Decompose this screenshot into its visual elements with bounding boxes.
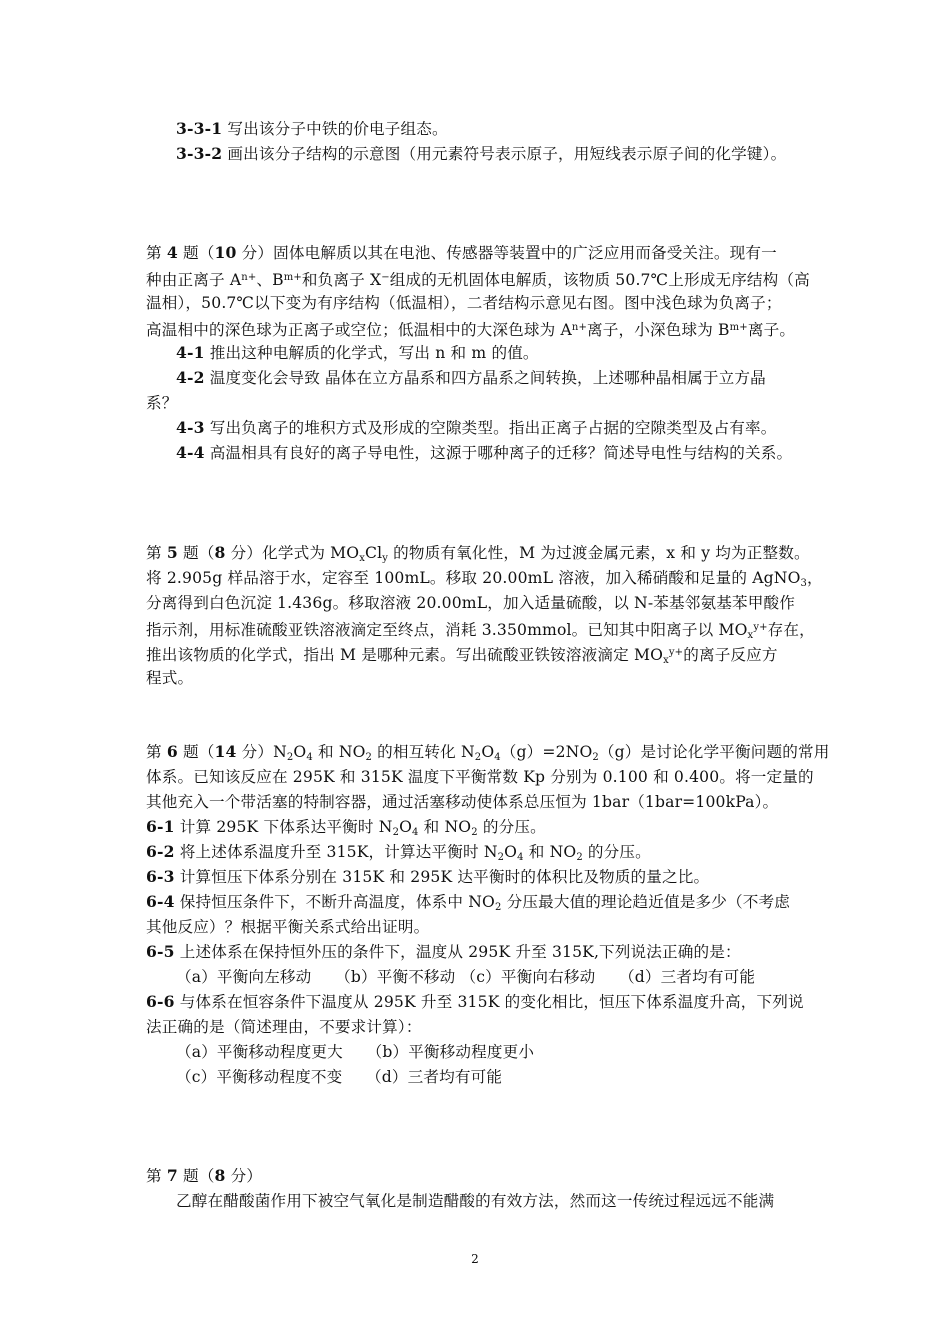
q6-6-options-2: （c）平衡移动程度不变 （d）三者均有可能: [176, 1068, 503, 1086]
page-number: 2: [471, 1252, 479, 1266]
q6-5-line: 6-5 上述体系在保持恒外压的条件下，温度从 295K 升至 315K,下列说法正确的是：: [146, 942, 741, 961]
q4-1-line: 4-1 推出这种电解质的化学式，写出 n 和 m 的值。: [176, 343, 539, 362]
q6-6-cont: 法正确的是（简述理由，不要求计算）：: [146, 1018, 422, 1036]
q5-line-6: 程式。: [146, 669, 194, 687]
q4-line-3: 温相），50.7℃以下变为有序结构（低温相），二者结构示意见右图。图中浅色球为负离子；: [146, 294, 782, 312]
q4-2-cont: 系？: [146, 394, 178, 412]
q3-3-1-line: 3-3-1 写出该分子中铁的价电子组态。: [176, 119, 448, 138]
q7-line-2: 乙醇在醋酸菌作用下被空气氧化是制造醋酸的有效方法，然而这一传统过程远远不能满: [176, 1192, 775, 1210]
q5-heading-line: 第 5 题（8 分）化学式为 $MO_xCl_y$ 的物质有氧化性，M 为过渡金属元素，x 和 y 均为正整数。: [146, 543, 810, 564]
q6-4-cont: 其他反应）？根据平衡关系式给出证明。: [146, 918, 430, 936]
q3-3-2-line: 3-3-2 画出该分子结构的示意图（用元素符号表示原子，用短线表示原子间的化学键）。: [176, 144, 787, 163]
q6-4-line: 6-4 保持恒压条件下，不断升高温度，体系中 $NO_2$ 分压最大值的理论趋近值是多少（不考虑: [146, 892, 790, 913]
q5-line-4: 指示剂，用标准硫酸亚铁溶液滴定至终点，消耗 3.350mmol。已知其中阳离子以 $MO_x^{y+}$存在，: [146, 621, 815, 641]
q5-line-3: 分离得到白色沉淀 1.436g。移取溶液 20.00mL，加入适量硫酸，以 N-苯基邻氨基苯甲酸作: [146, 594, 795, 612]
q4-line-4: 高温相中的深色球为正离子或空位；低温相中的大深色球为 $A^{n+}$离子，小深色球为 $B^{m+}$离子。: [146, 321, 796, 339]
q6-6-options-1: （a）平衡移动程度更大 （b）平衡移动程度更小: [176, 1043, 535, 1061]
q4-4-line: 4-4 高温相具有良好的离子导电性，这源于哪种离子的迁移？简述导电性与结构的关系。: [176, 443, 793, 462]
q4-heading-line: 第 4 题（10 分）固体电解质以其在电池、传感器等装置中的广泛应用而备受关注。现有一: [146, 243, 777, 262]
q6-1-line: 6-1 计算 295K 下体系达平衡时 $N_2O_4$ 和 $NO_2$ 的分压。: [146, 817, 546, 838]
q6-3-line: 6-3 计算恒压下体系分别在 315K 和 295K 达平衡时的体积比及物质的量之比。: [146, 867, 710, 886]
q6-line-2: 体系。已知该反应在 295K 和 315K 温度下平衡常数 Kp 分别为 0.100 和 0.400。将一定量的: [146, 768, 814, 786]
q4-2-line: 4-2 温度变化会导致 晶体在立方晶系和四方晶系之间转换，上述哪种晶相属于立方晶: [176, 368, 766, 387]
q6-heading-line: 第 6 题（14 分）$N_2O_4$ 和 $NO_2$ 的相互转化 $N_2O_4(g)=2NO_2(g)$是讨论化学平衡问题的常用: [146, 742, 830, 763]
q5-line-5: 推出该物质的化学式，指出 M 是哪种元素。写出硫酸亚铁铵溶液滴定 $MO_x^{y+}$的离子反应方: [146, 646, 778, 666]
q7-heading-line: 第 7 题（8 分）: [146, 1166, 263, 1185]
q6-5-options: （a）平衡向左移动 （b）平衡不移动 （c）平衡向右移动 （d）三者均有可能: [176, 968, 756, 986]
q4-3-line: 4-3 写出负离子的堆积方式及形成的空隙类型。指出正离子占据的空隙类型及占有率。: [176, 418, 777, 437]
q4-line-2: 种由正离子 $A^{n+}$、$B^{m+}$和负离子 X−组成的无机固体电解质，该物质 50.7℃上形成无序结构（高: [146, 271, 810, 289]
q5-line-2: 将 2.905g 样品溶于水，定容至 100mL。移取 20.00mL 溶液，加入稀硝酸和足量的 AgNO$_3$，: [146, 569, 823, 589]
q6-line-3: 其他充入一个带活塞的特制容器，通过活塞移动使体系总压恒为 1bar（1bar=100kPa）。: [146, 793, 779, 811]
q6-6-line: 6-6 与体系在恒容条件下温度从 295K 升至 315K 的变化相比，恒压下体系温度升高，下列说: [146, 992, 804, 1011]
q6-2-line: 6-2 将上述体系温度升至 315K，计算达平衡时 $N_2O_4$ 和 $NO_2$ 的分压。: [146, 842, 651, 863]
